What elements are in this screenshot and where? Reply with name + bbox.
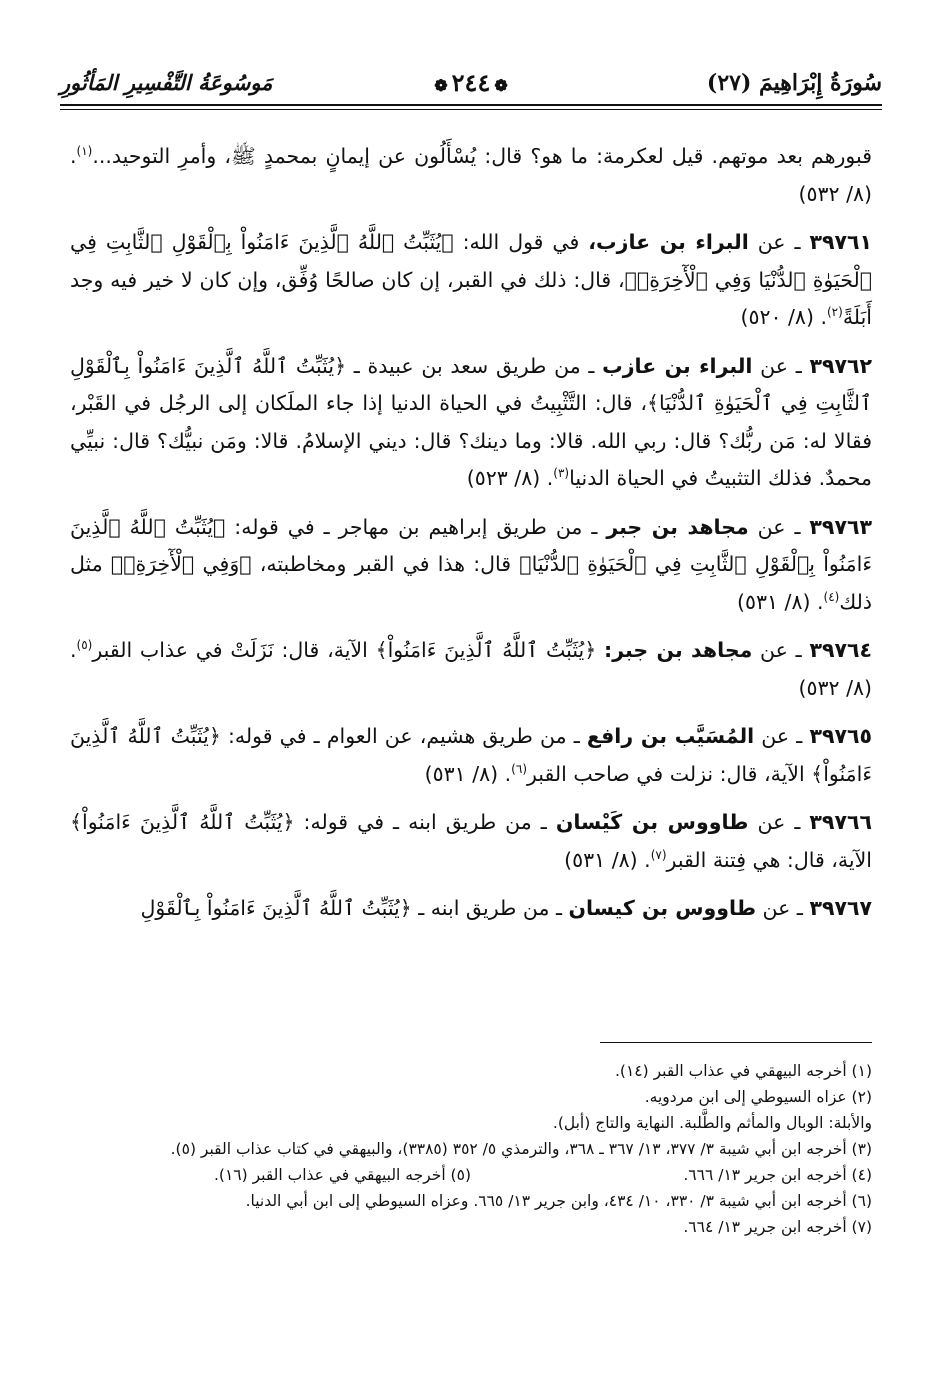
narration-text: ﴿يُثَبِّتُ ٱللَّهُ ٱلَّذِينَ ءَامَنُواْ﴾ الآية، قال: نَزَلَتْ في عذاب القبر xyxy=(92,638,605,662)
volume-reference: (٨/ ٥٣٢) xyxy=(798,181,872,206)
narration-text: ـ من طريق سعد بن عبيدة ـ ﴿يُثَبِّتُ ٱللَّهُ ٱلَّذِينَ ءَامَنُواْ بِٱلْقَوْلِ ٱلثَّابِتِ فِي ٱلْحَيَوٰةِ ٱلدُّنْيَا﴾، قال: التَّثْبِيتُ في الحياة الدنيا إذا جاء الملَكان إلى الرجُل في القَبْر، فقالا له: مَن ربُّك؟ قال: ربي الله. قالا: وما دينك؟ قال: ديني الإسلامُ. قالا: ومَن نبيُّك؟ قال: نبيِّي محمدٌ. فذلك التثبيتُ في الحياة الدنيا xyxy=(70,353,872,490)
narration-text: ـ عن xyxy=(748,514,810,539)
narration-number: ٣٩٧٦٦ xyxy=(809,810,872,834)
narration-number: ٣٩٧٦٤ xyxy=(809,638,872,662)
ornament-icon: ❁ xyxy=(494,76,508,95)
narration-text: قبورهم بعد موتهم. قيل لعكرمة: ما هو؟ قال: يُسْأَلُون عن إيمانٍ بمحمدٍ ﷺ، وأمرِ التوحيد... xyxy=(92,144,872,168)
narration-number: ٣٩٧٦٧ xyxy=(809,896,872,920)
footnotes xyxy=(70,1058,872,1240)
narration-text: . xyxy=(540,466,554,490)
narration-text: . xyxy=(813,305,827,329)
page-number-value: ٢٤٤ xyxy=(451,68,491,97)
volume-reference: (٨/ ٥٢٠) xyxy=(740,305,814,329)
footnote: (٧) أخرجه ابن جرير ١٣/ ٦٦٤. xyxy=(683,1218,872,1236)
narration-number: ٣٩٧٦١ xyxy=(809,230,872,254)
page-header xyxy=(60,70,882,106)
narrator-name: البراء بن عازب، xyxy=(588,230,749,254)
narrator-name: المُسَيَّب بن رافع xyxy=(586,724,755,748)
narration-text: . xyxy=(810,589,824,614)
footnote-marker: (١) xyxy=(76,144,93,159)
narration-text: . xyxy=(70,144,77,168)
narrator-name: طاووس بن كيسان xyxy=(568,896,757,920)
narrator-name: طاووس بن كَيْسان xyxy=(555,810,749,834)
footnote-marker: (٥) xyxy=(76,638,93,653)
narrator-name: مجاهد بن جبر: xyxy=(604,638,753,662)
footnote: (٤) أخرجه ابن جرير ١٣/ ٦٦٦. xyxy=(683,1166,872,1184)
surah-title: سُورَةُ إِبْرَاهِيمَ (٢٧) xyxy=(706,70,882,96)
footnote-separator xyxy=(600,1042,872,1043)
footnote-marker: (٤) xyxy=(823,589,840,604)
narration-paragraph xyxy=(70,509,872,622)
narration-text: في قول الله: ﴿يُثَبِّتُ ٱللَّهُ ٱلَّذِينَ ءَامَنُواْ بِٱلْقَوْلِ ٱلثَّابِتِ فِي ٱلْحَيَوٰةِ ٱلدُّنْيَا وَفِي ٱلْأٓخِرَةِۖ﴾، قال: ذلك في القبر، إن كان صالحًا وُفِّق، وإن كان لا خير فيه وجد أَبَلَةً xyxy=(70,230,872,329)
footnote-marker: (٧) xyxy=(650,847,667,862)
narration-text: ـ من طريق ابنه ـ في قوله: ﴿يُثَبِّتُ ٱللَّهُ ٱلَّذِينَ ءَامَنُواْ﴾ الآية، قال: هي فِتنة القبر xyxy=(70,810,872,872)
volume-reference: (٨/ ٥٢٣) xyxy=(466,466,541,490)
narration-paragraph xyxy=(70,890,872,928)
volume-reference: (٨/ ٥٣١) xyxy=(736,589,811,614)
narration-text: . xyxy=(498,761,512,786)
footnote-marker: (٣) xyxy=(553,466,570,481)
narration-paragraph xyxy=(70,804,872,879)
main-text xyxy=(70,138,872,939)
narration-text: ـ عن xyxy=(752,353,810,378)
volume-reference: (٨/ ٥٣١) xyxy=(424,761,499,786)
narrator-name: البراء بن عازب xyxy=(602,353,753,378)
narration-text: ـ من طريق هشيم، عن العوام ـ في قوله: ﴿يُثَبِّتُ ٱللَّهُ ٱلَّذِينَ ءَامَنُواْ﴾ الآية، قال: نزلت في صاحب القبر xyxy=(70,724,872,786)
volume-reference: (٨/ ٥٣١) xyxy=(564,847,638,872)
book-title: مَوسُوعَةُ التَّفْسِيرِ المَأثُورِ xyxy=(60,70,273,95)
footnote: (١) أخرجه البيهقي في عذاب القبر (١٤). xyxy=(614,1062,872,1080)
footnote: (٦) أخرجه ابن أبي شيبة ٣/ ٣٣٠، ١٠/ ٤٣٤، وابن جرير ١٣/ ٦٦٥. وعزاه السيوطي إلى ابن أبي الدنيا. xyxy=(245,1192,872,1210)
narration-number: ٣٩٧٦٣ xyxy=(809,514,872,539)
narration-text: . xyxy=(70,638,77,662)
footnote: (٣) أخرجه ابن أبي شيبة ٣/ ٣٧٧، ١٣/ ٣٦٧ ـ ٣٦٨، والترمذي ٥/ ٣٥٢ (٣٣٨٥)، والبيهقي في كتاب عذاب القبر (٥). xyxy=(170,1140,872,1158)
page-number xyxy=(422,68,519,97)
footnote: والأبلة: الوبال والمأثم والطَّلبة. النهاية والتاج (أبل). xyxy=(552,1114,872,1132)
narration-number: ٣٩٧٦٥ xyxy=(809,724,872,748)
footnote-row xyxy=(70,1162,872,1188)
narration-text: . xyxy=(637,847,651,872)
narration-paragraph xyxy=(70,718,872,793)
volume-reference: (٨/ ٥٣٢) xyxy=(798,675,872,700)
narration-text: ـ عن xyxy=(748,810,810,834)
narration-number: ٣٩٧٦٢ xyxy=(809,353,873,378)
narration-paragraph xyxy=(70,632,872,707)
footnote-marker: (٢) xyxy=(826,305,843,320)
footnote: (٢) عزاه السيوطي إلى ابن مردويه. xyxy=(644,1088,872,1106)
narration-paragraph xyxy=(70,138,872,213)
footnote-marker: (٦) xyxy=(511,761,527,776)
narration-text: ـ من طريق ابنه ـ ﴿يُثَبِّتُ ٱللَّهُ ٱلَّذِينَ ءَامَنُواْ بِٱلْقَوْلِ xyxy=(140,896,569,920)
narration-paragraph xyxy=(70,348,872,498)
narration-text: ـ عن xyxy=(756,896,810,920)
narration-text: ـ من طريق إبراهيم بن مهاجر ـ في قوله: ﴿يُثَبِّتُ ٱللَّهُ ٱلَّذِينَ ءَامَنُواْ بِٱلْقَوْلِ ٱلثَّابِتِ فِي ٱلْحَيَوٰةِ ٱلدُّنْيَا﴾ قال: هذا في القبر ومخاطبته، ﴿وَفِي ٱلْأٓخِرَةِۖ﴾ مثل ذلك xyxy=(70,514,872,614)
ornament-icon: ❁ xyxy=(434,76,448,95)
narration-text: ـ عن xyxy=(752,638,810,662)
narration-text: ـ عن xyxy=(748,230,810,254)
narrator-name: مجاهد بن جبر xyxy=(606,514,749,539)
header-rule xyxy=(60,104,882,112)
narration-paragraph xyxy=(70,224,872,337)
narration-text: ـ عن xyxy=(754,724,810,748)
footnote: (٥) أخرجه البيهقي في عذاب القبر (١٦). xyxy=(213,1166,471,1184)
